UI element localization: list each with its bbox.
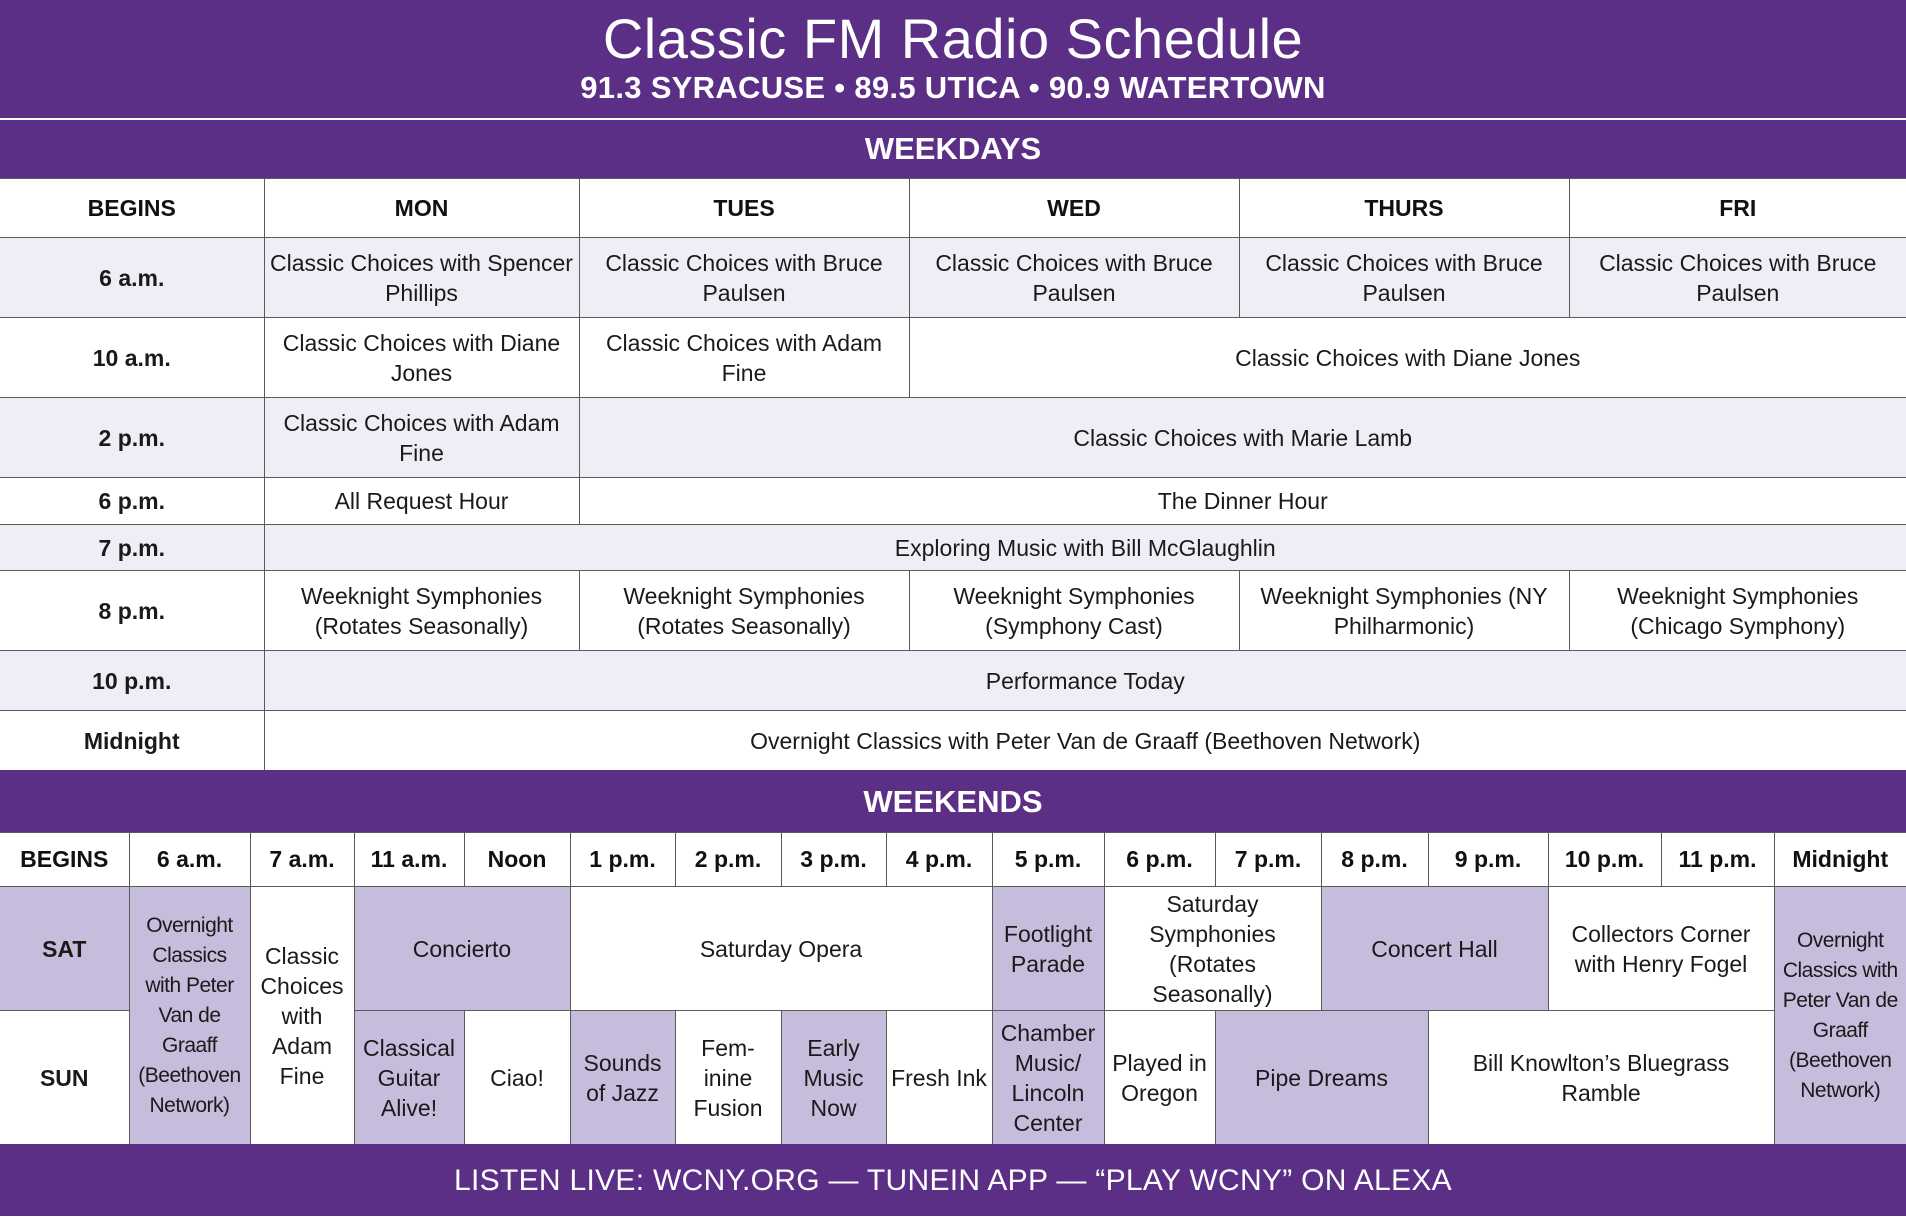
program-cell: Footlight Parade [992, 887, 1104, 1011]
program-cell: Saturday Symphonies (Rotates Seasonally) [1104, 887, 1321, 1011]
time-slot: 10 a.m. [0, 318, 264, 398]
program-cell: Classic Choices with Spencer Phillips [264, 238, 579, 318]
program-cell: Weeknight Symphonies (NY Philharmonic) [1239, 571, 1569, 651]
program-cell: Classic Choices with Diane Jones [264, 318, 579, 398]
page-title: Classic FM Radio Schedule [602, 7, 1304, 70]
weekends-header-row [0, 833, 1906, 887]
table-row [0, 571, 1906, 651]
program-cell: Classic Choices with Bruce Paulsen [1239, 238, 1569, 318]
column-header-6am: 6 a.m. [129, 833, 250, 887]
program-cell: Weeknight Symphonies (Chicago Symphony) [1569, 571, 1906, 651]
time-slot: 2 p.m. [0, 398, 264, 478]
time-slot: 6 a.m. [0, 238, 264, 318]
program-cell: Early Music Now [781, 1011, 886, 1145]
column-header-7pm: 7 p.m. [1215, 833, 1321, 887]
table-row [0, 651, 1906, 711]
program-cell: Classic Choices with Adam Fine [250, 887, 354, 1145]
column-header-5pm: 5 p.m. [992, 833, 1104, 887]
program-cell: Performance Today [264, 651, 1906, 711]
program-cell: Overnight Classics with Peter Van de Graaff (Beethoven Network) [1774, 887, 1906, 1145]
program-cell: Weeknight Symphonies (Rotates Seasonally) [579, 571, 909, 651]
program-cell: Overnight Classics with Peter Van de Graaff (Beethoven Network) [129, 887, 250, 1145]
table-row [0, 318, 1906, 398]
column-header-fri: FRI [1569, 179, 1906, 238]
column-header-mon: MON [264, 179, 579, 238]
program-cell: Saturday Opera [570, 887, 992, 1011]
column-header-6pm: 6 p.m. [1104, 833, 1215, 887]
weekends-schedule-table [0, 832, 1906, 1145]
program-cell: Pipe Dreams [1215, 1011, 1428, 1145]
column-header-2pm: 2 p.m. [675, 833, 781, 887]
table-row-sat [0, 887, 1906, 1011]
time-slot: Midnight [0, 711, 264, 771]
program-cell: Classic Choices with Marie Lamb [579, 398, 1906, 478]
time-slot: 6 p.m. [0, 478, 264, 525]
table-row [0, 525, 1906, 571]
program-cell: Sounds of Jazz [570, 1011, 675, 1145]
column-header-10pm: 10 p.m. [1548, 833, 1661, 887]
day-label-sun: SUN [0, 1011, 129, 1145]
program-cell: Ciao! [464, 1011, 570, 1145]
column-header-begins: BEGINS [0, 833, 129, 887]
table-row [0, 238, 1906, 318]
program-cell: Collectors Corner with Henry Fogel [1548, 887, 1774, 1011]
table-row [0, 711, 1906, 771]
program-cell: Concierto [354, 887, 570, 1011]
table-row [0, 478, 1906, 525]
program-cell: Classic Choices with Diane Jones [909, 318, 1906, 398]
column-header-1pm: 1 p.m. [570, 833, 675, 887]
program-cell: Bill Knowlton’s Bluegrass Ramble [1428, 1011, 1774, 1145]
program-cell: All Request Hour [264, 478, 579, 525]
program-cell: Classic Choices with Bruce Paulsen [579, 238, 909, 318]
weekdays-heading: WEEKDAYS [0, 120, 1906, 178]
program-cell: Fem-inine Fusion [675, 1011, 781, 1145]
column-header-4pm: 4 p.m. [886, 833, 992, 887]
program-cell: Classic Choices with Adam Fine [264, 398, 579, 478]
listen-live-footer: LISTEN LIVE: WCNY.ORG — TUNEIN APP — “PLAY WCNY” ON ALEXA [0, 1144, 1906, 1216]
program-cell: Weeknight Symphonies (Rotates Seasonally) [264, 571, 579, 651]
station-list: 91.3 SYRACUSE • 89.5 UTICA • 90.9 WATERTOWN [580, 70, 1326, 105]
time-slot: 7 p.m. [0, 525, 264, 571]
program-cell: Weeknight Symphonies (Symphony Cast) [909, 571, 1239, 651]
program-cell: Exploring Music with Bill McGlaughlin [264, 525, 1906, 571]
program-cell: Overnight Classics with Peter Van de Graaff (Beethoven Network) [264, 711, 1906, 771]
program-cell: Classical Guitar Alive! [354, 1011, 464, 1145]
column-header-7am: 7 a.m. [250, 833, 354, 887]
day-label-sat: SAT [0, 887, 129, 1011]
column-header-begins: BEGINS [0, 179, 264, 238]
column-header-11pm: 11 p.m. [1661, 833, 1774, 887]
program-cell: The Dinner Hour [579, 478, 1906, 525]
program-cell: Fresh Ink [886, 1011, 992, 1145]
program-cell: Played in Oregon [1104, 1011, 1215, 1145]
table-row [0, 398, 1906, 478]
column-header-3pm: 3 p.m. [781, 833, 886, 887]
column-header-thurs: THURS [1239, 179, 1569, 238]
program-cell: Classic Choices with Bruce Paulsen [909, 238, 1239, 318]
time-slot: 8 p.m. [0, 571, 264, 651]
header-banner [0, 0, 1906, 120]
column-header-tues: TUES [579, 179, 909, 238]
weekdays-header-row [0, 179, 1906, 238]
column-header-midnight: Midnight [1774, 833, 1906, 887]
column-header-8pm: 8 p.m. [1321, 833, 1428, 887]
program-cell: Chamber Music/ Lincoln Center [992, 1011, 1104, 1145]
column-header-11am: 11 a.m. [354, 833, 464, 887]
time-slot: 10 p.m. [0, 651, 264, 711]
program-cell: Classic Choices with Bruce Paulsen [1569, 238, 1906, 318]
weekends-heading: WEEKENDS [0, 770, 1906, 832]
column-header-wed: WED [909, 179, 1239, 238]
column-header-noon: Noon [464, 833, 570, 887]
program-cell: Concert Hall [1321, 887, 1548, 1011]
program-cell: Classic Choices with Adam Fine [579, 318, 909, 398]
column-header-9pm: 9 p.m. [1428, 833, 1548, 887]
weekdays-schedule-table [0, 178, 1906, 771]
